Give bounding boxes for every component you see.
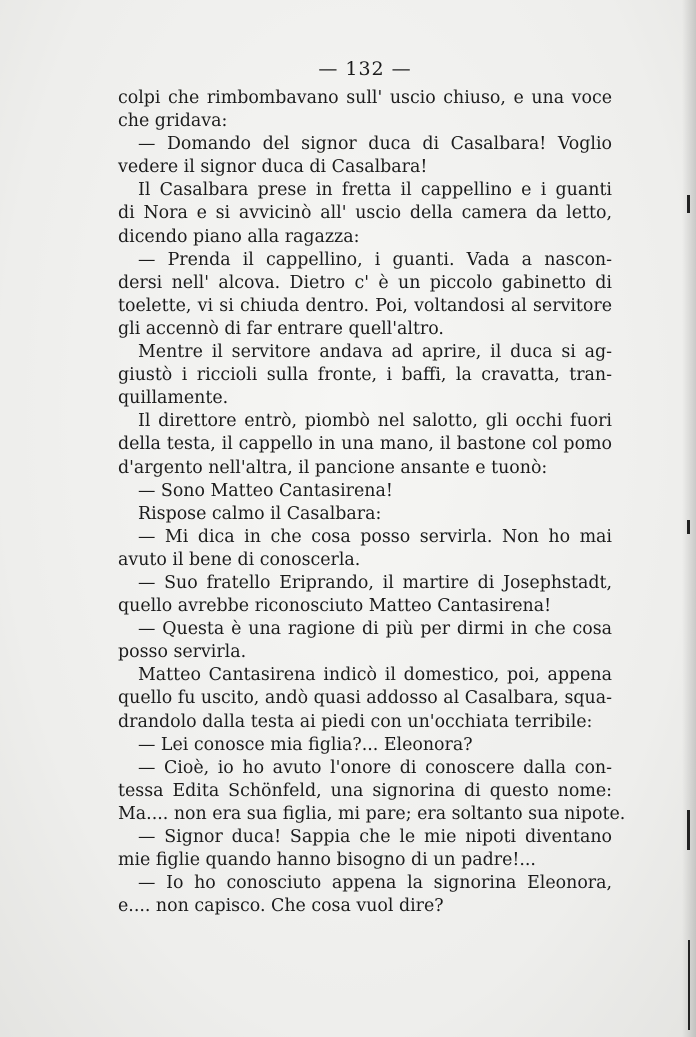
text-line: giustò i riccioli sulla fronte, i baffi, la cravatta, tran- bbox=[118, 365, 612, 386]
page-number: — 132 — bbox=[318, 58, 412, 80]
text-line: gli accennò di far entrare quell'altro. bbox=[118, 318, 444, 339]
text-line: — Signor duca! Sappia che le mie nipoti diventano bbox=[138, 827, 612, 847]
text-line: avuto il bene di conoscerla. bbox=[118, 549, 361, 570]
text-line: che gridava: bbox=[118, 111, 228, 132]
edge-mark bbox=[687, 520, 690, 534]
text-line: Rispose calmo il Casalbara: bbox=[138, 503, 382, 524]
page-edge-shadow bbox=[682, 0, 696, 1037]
edge-mark bbox=[688, 940, 690, 1030]
text-line: toelette, vi si chiuda dentro. Poi, voltandosi al servitore bbox=[118, 295, 612, 316]
text-line: mie figlie quando hanno bisogno di un padre!... bbox=[118, 850, 536, 871]
text-line: e.... non capisco. Che cosa vuol dire? bbox=[118, 896, 444, 917]
text-line: d'argento nell'altra, il pancione ansante e tuonò: bbox=[118, 457, 548, 478]
text-line: posso servirla. bbox=[118, 642, 247, 663]
text-line: dersi nell' alcova. Dietro c' è un piccolo gabinetto di bbox=[118, 272, 612, 293]
text-line: — Sono Matteo Cantasirena! bbox=[138, 480, 393, 501]
text-line: — Questa è una ragione di più per dirmi in che cosa bbox=[138, 619, 612, 640]
text-line: — Domando del signor duca di Casalbara! Voglio bbox=[138, 134, 612, 155]
text-line: Ma.... non era sua figlia, mi pare; era soltanto sua nipote. bbox=[118, 803, 626, 824]
text-line: colpi che rimbombavano sull' uscio chiuso, e una voce bbox=[118, 88, 612, 108]
text-line: di Nora e si avvicinò all' uscio della camera da letto, bbox=[118, 203, 612, 224]
body-text bbox=[118, 87, 626, 918]
text-line: — Mi dica in che cosa posso servirla. Non ho mai bbox=[138, 526, 612, 547]
text-line: quillamente. bbox=[118, 388, 229, 409]
text-line: — Prenda il cappellino, i guanti. Vada a nascon- bbox=[138, 249, 612, 270]
text-line: Matteo Cantasirena indicò il domestico, poi, appena bbox=[138, 665, 612, 686]
text-line: dicendo piano alla ragazza: bbox=[118, 226, 360, 247]
text-line: quello avrebbe riconosciuto Matteo Cantasirena! bbox=[118, 596, 552, 617]
text-line: — Lei conosce mia figlia?... Eleonora? bbox=[138, 734, 473, 755]
text-line: vedere il signor duca di Casalbara! bbox=[118, 157, 428, 178]
text-line: Mentre il servitore andava ad aprire, il duca si ag- bbox=[138, 342, 612, 363]
text-line: Il direttore entrò, piombò nel salotto, gli occhi fuori bbox=[138, 411, 612, 432]
text-line: — Cioè, io ho avuto l'onore di conoscere dalla con- bbox=[138, 757, 612, 778]
text-line: — Suo fratello Eriprando, il martire di Josephstadt, bbox=[138, 572, 612, 593]
text-line: Il Casalbara prese in fretta il cappellino e i guanti bbox=[138, 180, 612, 201]
text-line: drandolo dalla testa ai piedi con un'occhiata terribile: bbox=[118, 711, 593, 732]
edge-mark bbox=[687, 810, 690, 850]
edge-mark bbox=[687, 195, 690, 213]
text-line: quello fu uscito, andò quasi addosso al Casalbara, squa- bbox=[118, 688, 612, 709]
text-line: della testa, il cappello in una mano, il bastone col pomo bbox=[118, 434, 612, 455]
text-line: tessa Edita Schönfeld, una signorina di questo nome: bbox=[118, 780, 612, 801]
text-line: — Io ho conosciuto appena la signorina Eleonora, bbox=[138, 873, 612, 894]
